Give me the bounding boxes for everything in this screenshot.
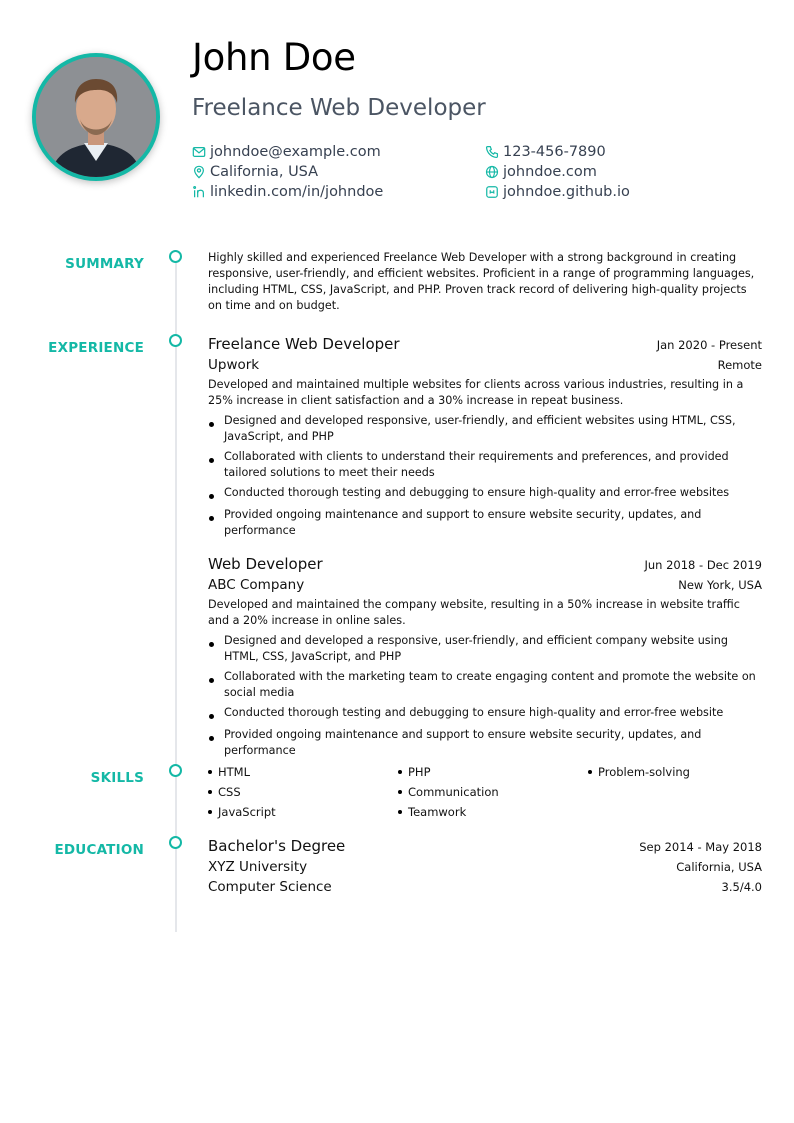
job-location: Remote [717,358,762,372]
education-dates: Sep 2014 - May 2018 [639,840,762,854]
timeline-line [175,256,177,932]
contact-linkedin-text: linkedin.com/in/johndoe [210,184,384,200]
skills-label: SKILLS [90,770,144,786]
contact-location-text: California, USA [210,164,319,180]
job-entry [208,555,762,759]
education-degree: Bachelor's Degree [208,837,346,855]
location-pin-icon [192,165,206,179]
job-bullet: Conducted thorough testing and debugging to ensure high-quality and error-free website [208,705,762,721]
profile-portrait-icon [36,57,156,177]
contact-website[interactable] [485,163,762,181]
skill-item: Teamwork [398,804,588,820]
contact-list [192,143,762,201]
job-title: Web Developer [208,555,323,573]
job-company: ABC Company [208,577,305,593]
job-bullet-list [208,633,762,759]
education-section [208,837,762,895]
phone-icon [485,145,499,159]
job-bullet: Conducted thorough testing and debugging to ensure high-quality and error-free websites [208,485,762,501]
job-title: Freelance Web Developer [208,335,400,353]
summary-timeline-dot [169,250,182,263]
job-bullet: Provided ongoing maintenance and support to ensure website security, updates, and performance [208,507,762,539]
skill-item: Problem-solving [588,764,762,780]
job-bullet: Designed and developed a responsive, user-friendly, and efficient company website using HTML, CSS, JavaScript, and PHP [208,633,762,665]
education-field: Computer Science [208,879,332,895]
skills-timeline-dot [169,764,182,777]
summary-label: SUMMARY [65,256,144,272]
contact-email-text: johndoe@example.com [210,144,381,160]
contact-website-text: johndoe.com [503,164,597,180]
contact-github-text: johndoe.github.io [503,184,630,200]
education-school: XYZ University [208,859,308,875]
github-icon [485,185,499,199]
job-bullet: Collaborated with clients to understand their requirements and preferences, and provided tailored solutions to meet their needs [208,449,762,481]
contact-phone-text: 123-456-7890 [503,144,606,160]
skill-item [588,784,762,800]
candidate-title: Freelance Web Developer [192,95,486,121]
globe-icon [485,165,499,179]
job-company: Upwork [208,357,260,373]
linkedin-icon [192,185,206,199]
experience-section [208,335,762,763]
contact-github[interactable] [485,183,762,201]
job-dates: Jan 2020 - Present [656,338,762,352]
experience-label: EXPERIENCE [48,340,144,356]
job-description: Developed and maintained multiple websites for clients across various industries, resulting in a 25% increase in client satisfaction and a 30% increase in repeat business. [208,378,744,407]
skill-item: PHP [398,764,588,780]
contact-linkedin[interactable] [192,183,485,201]
skill-item: HTML [208,764,398,780]
contact-email[interactable] [192,143,485,161]
job-dates: Jun 2018 - Dec 2019 [644,558,762,572]
summary-section [208,250,762,314]
job-description: Developed and maintained the company website, resulting in a 50% increase in website traffic and a 20% increase in online sales. [208,598,740,627]
skill-item: JavaScript [208,804,398,820]
skill-item: CSS [208,784,398,800]
skills-section [208,764,762,820]
job-entry [208,335,762,539]
job-bullet: Designed and developed responsive, user-friendly, and efficient websites using HTML, CSS, JavaScript, and PHP [208,413,762,445]
contact-location [192,163,485,181]
education-label: EDUCATION [54,842,144,858]
skill-item: Communication [398,784,588,800]
job-bullet: Collaborated with the marketing team to create engaging content and promote the website on social media [208,669,762,701]
skills-grid [208,764,762,820]
education-gpa: 3.5/4.0 [721,880,762,894]
profile-photo [32,53,160,181]
experience-timeline-dot [169,334,182,347]
candidate-name: John Doe [192,36,356,79]
mail-icon [192,145,206,159]
education-timeline-dot [169,836,182,849]
education-location: California, USA [676,860,762,874]
job-bullet: Provided ongoing maintenance and support to ensure website security, updates, and performance [208,727,762,759]
contact-phone[interactable] [485,143,762,161]
summary-text: Highly skilled and experienced Freelance Web Developer with a strong background in creating responsive, user-friendly, and efficient websites. Proficient in a range of programming languages, including HTML, CSS, JavaScript, and PHP. Proven track record of delivering high-quality projects on time and on budget. [208,251,755,312]
job-location: New York, USA [678,578,762,592]
job-bullet-list [208,413,762,539]
